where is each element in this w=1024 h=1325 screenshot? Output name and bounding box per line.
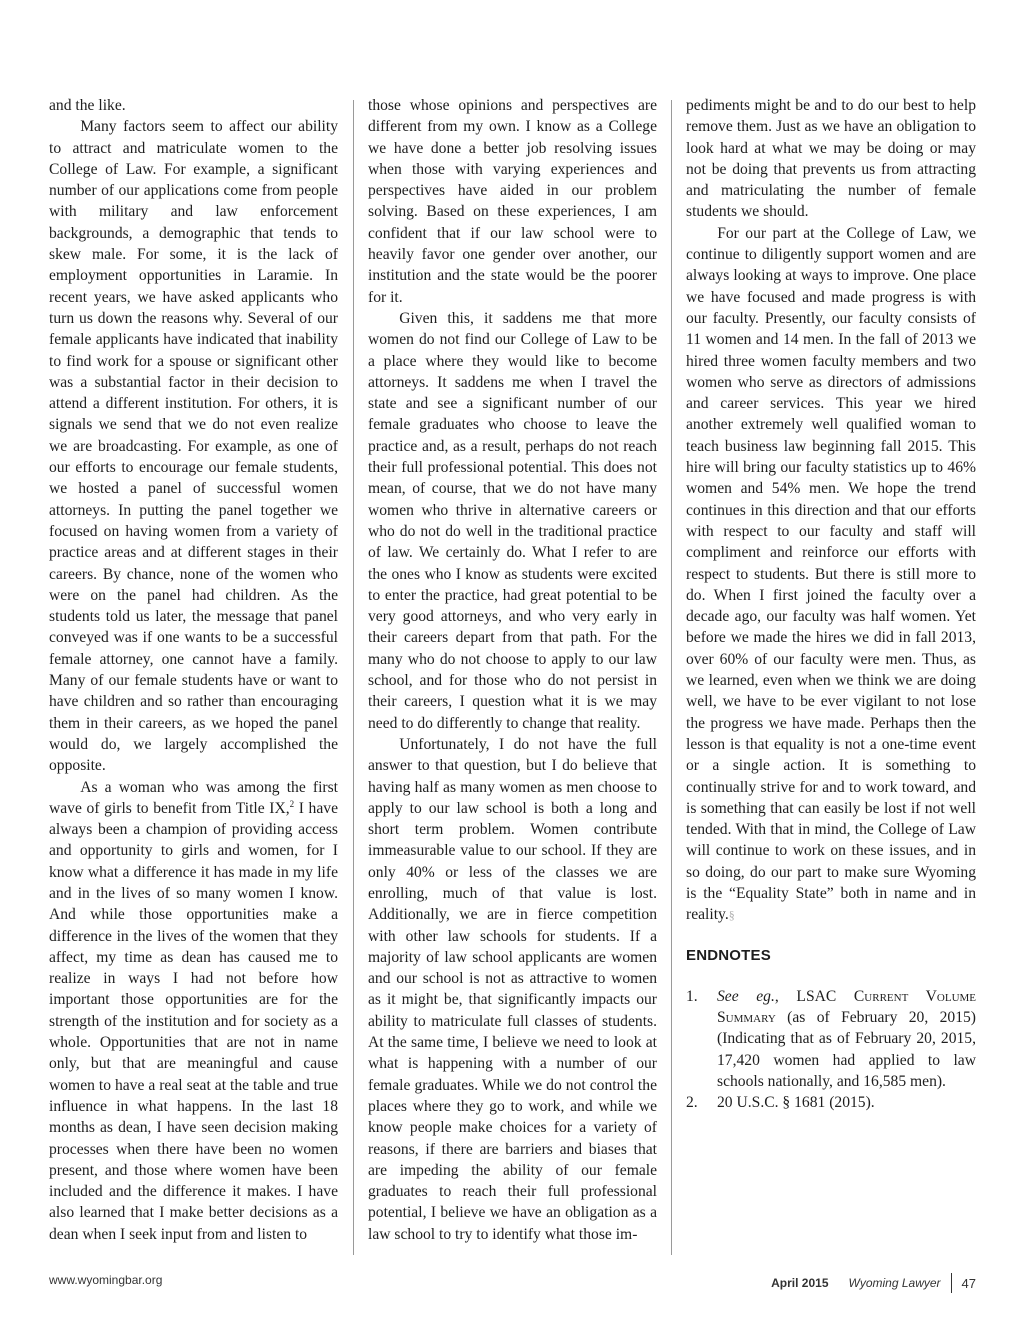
paragraph: and the like. bbox=[49, 97, 126, 114]
paragraph: those whose opinions and perspectives are different from my own. I know as a College we have done a better job resolving issues when those with varying experiences and perspectives have aided in our problem solving. Based on these experiences, I am confident that if our law school were to heavily favor one gender over another, our institution and the state would be the poorer for it. bbox=[368, 97, 657, 306]
paragraph-text: For our part at the College of Law, we continue to diligently support women and are always looking at ways to improve. One place we have focused and made progress is with our faculty. Presently, our faculty consists of 11 women and 14 men. In the fall of 2013 we hired three women faculty members and two women who serve as directors of admissions and career services. This year we hired another extremely well qualified woman to teach business law beginning fall 2015. This hire will bring our faculty statistics up to 46% women and 54% men. We hope the trend continues in this direction and that our efforts with respect to our faculty and staff will compliment and reinforce our efforts with respect to students. But there is still more to do. When I first joined the faculty over a decade ago, our faculty was half women. Yet before we made the hires we did in fall 2013, over 60% of our faculty were men. Thus, as we learned, even when we think we are doing well, we have to be ever vigilant to not lose the progress we have made. Perhaps then the lesson is that equality is not a one-time event or a single action. It is something to continually strive for and to work toward, and is something that can easily be lost if not well tended. With that in mind, the College of Law will continue to work on these issues, and in so doing, do our part to make sure Wyoming is the “Equality State” both in name and in reality. bbox=[686, 224, 976, 924]
endnote-item bbox=[686, 986, 976, 1092]
paragraph: Many factors seem to affect our ability to attract and matriculate women to the College of Law. For example, a significant number of our applications come from people with military and law enforcement backgrounds, a demographic that tends to skew male. For some, it is the lack of employment opportunities in Laramie. In recent years, we have asked applicants who turn us down the reasons why. Several of our female applicants have indicated that inability to find work for a spouse or significant other was a substantial factor in their decision to attend a different institution. For others, it is signals we send that we do not even realize we are broadcasting. For example, as one of our efforts to encourage our female students, we hosted a panel of successful women attorneys. In putting the panel together we focused on having women from a variety of practice areas and at different stages in their careers. By chance, none of the women who were on the panel had children. As the students told us later, the message that panel conveyed was if one wants to be a successful female attorney, one cannot have a family. Many of our female students have or want to have children and so rather than encouraging them in their careers, as we hoped the panel would do, we largely accomplished the opposite. bbox=[49, 118, 338, 775]
endnote-number: 1. bbox=[686, 987, 698, 1005]
paragraph: Unfortunately, I do not have the full answer to that question, but I do believe that having half as many women as men choose to apply to our law school is both a long and short term problem. Women contribute immeasurable value to our school. If they are only 40% or less of the classes we are enrolling, much of that value is lost. Additionally, we are in fierce competition with other law schools for students. If a majority of law school applicants are women and our school is not as attractive to women as it might be, that significantly impacts our ability to matriculate full classes of students. At the same time, I believe we need to look at what is happening with a number of our female graduates. While we do not control the places where they go to work, and while we know people make choices for a variety of reasons, if there are barriers and biases that are impeding the ability of our female graduates to reach their full professional potential, I believe we have an obligation as a law school to try to identify what those im- bbox=[368, 735, 657, 1243]
footer-divider bbox=[951, 1273, 952, 1293]
citation-signal: See eg. bbox=[717, 987, 775, 1005]
endnote-ref-2[interactable]: 2 bbox=[289, 798, 295, 809]
article-column-3 bbox=[686, 95, 976, 1114]
paragraph: Given this, it saddens me that more women do not find our College of Law to be a place where they would like to become attorneys. It saddens me when I travel the state and see a significant number of our female graduates who choose to leave the practice and, as a result, perhaps do not reach their full professional potential. This does not mean, of course, that we do not have many women who thrive in alternative careers or who do not do well in the traditional practice of law. We certainly do. What I refer to are the ones who I know as students were excited to enter the practice, had great potential to be very good attorneys, and who very early in their careers depart from that path. For the many who do not choose to apply to our law school, and for those who do not persist in their careers, I question what it is we may need to do differently to change that reality. bbox=[368, 309, 657, 732]
paragraph-text: I have always been a champion of providing access and opportunity to girls and women, for I know what a difference it has made in my life and in the lives of so many women I know. And while those opportunities make a difference in the lives of the women that they affect, my time as dean has caused me to realize in ways I had not before how important those opportunities are for the strength of the institution and for society as a whole. Opportunities that are not in name only, but that are meaningful and cause women to have a real seat at the table and true influence in what happens. In the last 18 months as dean, I have seen decision making processes when there have been no women present, and those where women have been included and the difference it makes. I have also learned that I make better decisions as a dean when I seek input from and listen to bbox=[49, 799, 338, 1243]
citation-title: LSAC Current Volume Summary bbox=[717, 987, 977, 1027]
endnotes-list bbox=[686, 986, 976, 1114]
paragraph-text: As a woman who was among the first wave of girls to benefit from Title IX, bbox=[49, 778, 338, 817]
article-column-2 bbox=[368, 95, 657, 1245]
footer-issue-info bbox=[771, 1273, 976, 1293]
paragraph-with-endnote bbox=[49, 777, 338, 1246]
end-of-article-icon: § bbox=[728, 908, 735, 923]
endnote-text bbox=[717, 986, 976, 1092]
separator: , bbox=[774, 987, 797, 1005]
paragraph-final bbox=[686, 223, 976, 927]
article-column-1 bbox=[49, 95, 338, 1245]
citation-detail: (as of February 20, 2015) (Indicating that as of February 20, 2015, 17,420 women had applied to law schools nationally, and 16,585 men). bbox=[717, 1009, 976, 1091]
footer-website-link[interactable]: www.wyomingbar.org bbox=[49, 1273, 163, 1287]
endnote-item bbox=[686, 1092, 976, 1113]
endnote-number: 2. bbox=[686, 1094, 698, 1112]
column-divider-right bbox=[671, 100, 672, 1255]
column-divider-left bbox=[353, 100, 354, 1255]
endnotes-heading: ENDNOTES bbox=[686, 946, 771, 964]
magazine-name: Wyoming Lawyer bbox=[848, 1276, 941, 1290]
issue-date: April 2015 bbox=[771, 1276, 829, 1290]
paragraph: pediments might be and to do our best to help remove them. Just as we have an obligation to look hard at what we may be doing or may not be doing that prevents us from attracting and matriculating the number of female students we should. bbox=[686, 97, 976, 221]
endnote-text: 20 U.S.C. § 1681 (2015). bbox=[717, 1094, 875, 1112]
page-number: 47 bbox=[961, 1275, 976, 1291]
